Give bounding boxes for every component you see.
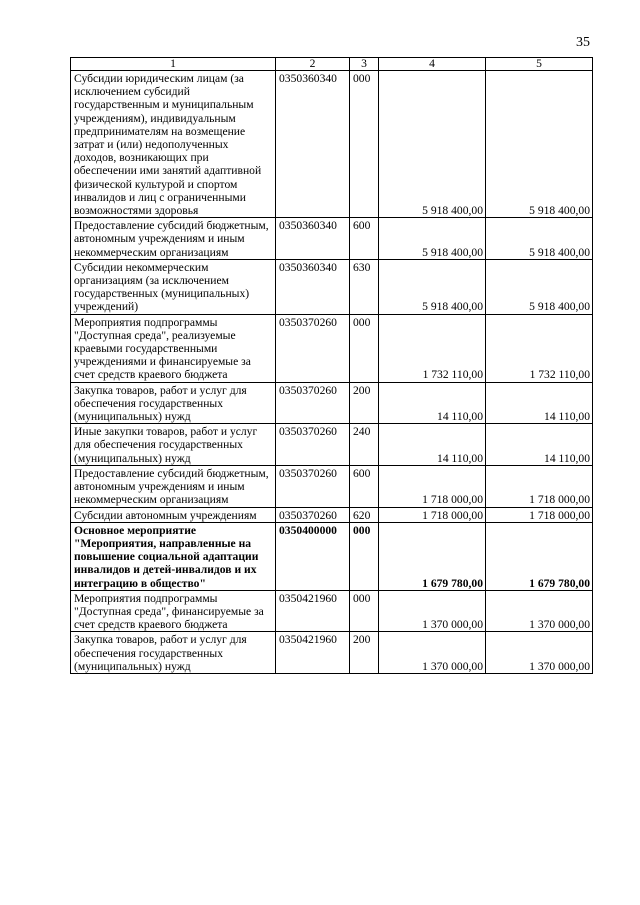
row-code-cell: 0350370260 <box>276 465 350 507</box>
row-name-cell: Мероприятия подпрограммы "Доступная среда", реализуемые краевыми государственными учреждениями и финансируемые за счет средств краевого бюджета <box>71 314 276 382</box>
row-code-cell: 0350400000 <box>276 522 350 590</box>
row-type-cell: 000 <box>350 314 379 382</box>
table-header-row <box>71 58 593 71</box>
table-row <box>71 507 593 522</box>
table-row <box>71 590 593 632</box>
row-amount-cell: 5 918 400,00 <box>379 259 486 314</box>
row-code-cell: 0350421960 <box>276 590 350 632</box>
row-code-cell: 0350360340 <box>276 218 350 260</box>
row-type-cell: 200 <box>350 382 379 424</box>
table-row <box>71 259 593 314</box>
row-code-cell: 0350360340 <box>276 259 350 314</box>
row-name-cell: Предоставление субсидий бюджетным, автономным учреждениям и иным некоммерческим организациям <box>71 218 276 260</box>
row-amount-cell: 14 110,00 <box>486 382 593 424</box>
row-name-cell: Основное мероприятие "Мероприятия, направленные на повышение социальной адаптации инвалидов и детей-инвалидов и их интеграцию в общество" <box>71 522 276 590</box>
column-header: 1 <box>71 58 276 71</box>
column-header: 5 <box>486 58 593 71</box>
row-code-cell: 0350370260 <box>276 424 350 466</box>
table-row <box>71 71 593 218</box>
row-name-cell: Субсидии некоммерческим организациям (за исключением государственных (муниципальных) учреждений) <box>71 259 276 314</box>
table-row <box>71 465 593 507</box>
row-amount-cell: 1 370 000,00 <box>379 590 486 632</box>
row-type-cell: 000 <box>350 590 379 632</box>
row-code-cell: 0350370260 <box>276 314 350 382</box>
row-amount-cell: 1 718 000,00 <box>379 507 486 522</box>
row-name-cell: Предоставление субсидий бюджетным, автономным учреждениям и иным некоммерческим организациям <box>71 465 276 507</box>
row-code-cell: 0350360340 <box>276 71 350 218</box>
row-amount-cell: 14 110,00 <box>486 424 593 466</box>
row-name-cell: Иные закупки товаров, работ и услуг для обеспечения государственных (муниципальных) нужд <box>71 424 276 466</box>
column-header: 3 <box>350 58 379 71</box>
row-amount-cell: 5 918 400,00 <box>486 218 593 260</box>
row-amount-cell: 14 110,00 <box>379 382 486 424</box>
row-name-cell: Мероприятия подпрограммы "Доступная среда", финансируемые за счет средств краевого бюджета <box>71 590 276 632</box>
table-row <box>71 424 593 466</box>
row-code-cell: 0350370260 <box>276 382 350 424</box>
row-amount-cell: 1 679 780,00 <box>486 522 593 590</box>
row-type-cell: 600 <box>350 465 379 507</box>
row-amount-cell: 1 718 000,00 <box>486 507 593 522</box>
row-amount-cell: 1 370 000,00 <box>486 632 593 674</box>
table-row <box>71 522 593 590</box>
row-type-cell: 620 <box>350 507 379 522</box>
row-type-cell: 200 <box>350 632 379 674</box>
row-amount-cell: 5 918 400,00 <box>379 218 486 260</box>
table-row <box>71 632 593 674</box>
table-row <box>71 218 593 260</box>
row-name-cell: Субсидии автономным учреждениям <box>71 507 276 522</box>
budget-table <box>70 57 593 674</box>
row-amount-cell: 5 918 400,00 <box>486 259 593 314</box>
table-row <box>71 382 593 424</box>
row-code-cell: 0350421960 <box>276 632 350 674</box>
column-header: 2 <box>276 58 350 71</box>
row-amount-cell: 5 918 400,00 <box>379 71 486 218</box>
column-header: 4 <box>379 58 486 71</box>
row-amount-cell: 1 732 110,00 <box>486 314 593 382</box>
row-code-cell: 0350370260 <box>276 507 350 522</box>
row-amount-cell: 1 718 000,00 <box>379 465 486 507</box>
row-amount-cell: 14 110,00 <box>379 424 486 466</box>
row-type-cell: 000 <box>350 522 379 590</box>
row-amount-cell: 1 370 000,00 <box>486 590 593 632</box>
row-amount-cell: 1 732 110,00 <box>379 314 486 382</box>
row-name-cell: Закупка товаров, работ и услуг для обеспечения государственных (муниципальных) нужд <box>71 382 276 424</box>
row-amount-cell: 1 370 000,00 <box>379 632 486 674</box>
row-type-cell: 630 <box>350 259 379 314</box>
table-row <box>71 314 593 382</box>
row-amount-cell: 1 718 000,00 <box>486 465 593 507</box>
row-type-cell: 000 <box>350 71 379 218</box>
row-amount-cell: 5 918 400,00 <box>486 71 593 218</box>
row-amount-cell: 1 679 780,00 <box>379 522 486 590</box>
row-name-cell: Закупка товаров, работ и услуг для обеспечения государственных (муниципальных) нужд <box>71 632 276 674</box>
page-number: 35 <box>576 35 590 50</box>
row-type-cell: 240 <box>350 424 379 466</box>
row-type-cell: 600 <box>350 218 379 260</box>
row-name-cell: Субсидии юридическим лицам (за исключением субсидий государственным и муниципальным учреждениям), индивидуальным предпринимателям на возмещение затрат и (или) недополученных доходов, возникающих при обеспечении ими занятий адаптивной физической культурой и спортом инвалидов и лиц с ограниченными возможностями здоровья <box>71 71 276 218</box>
